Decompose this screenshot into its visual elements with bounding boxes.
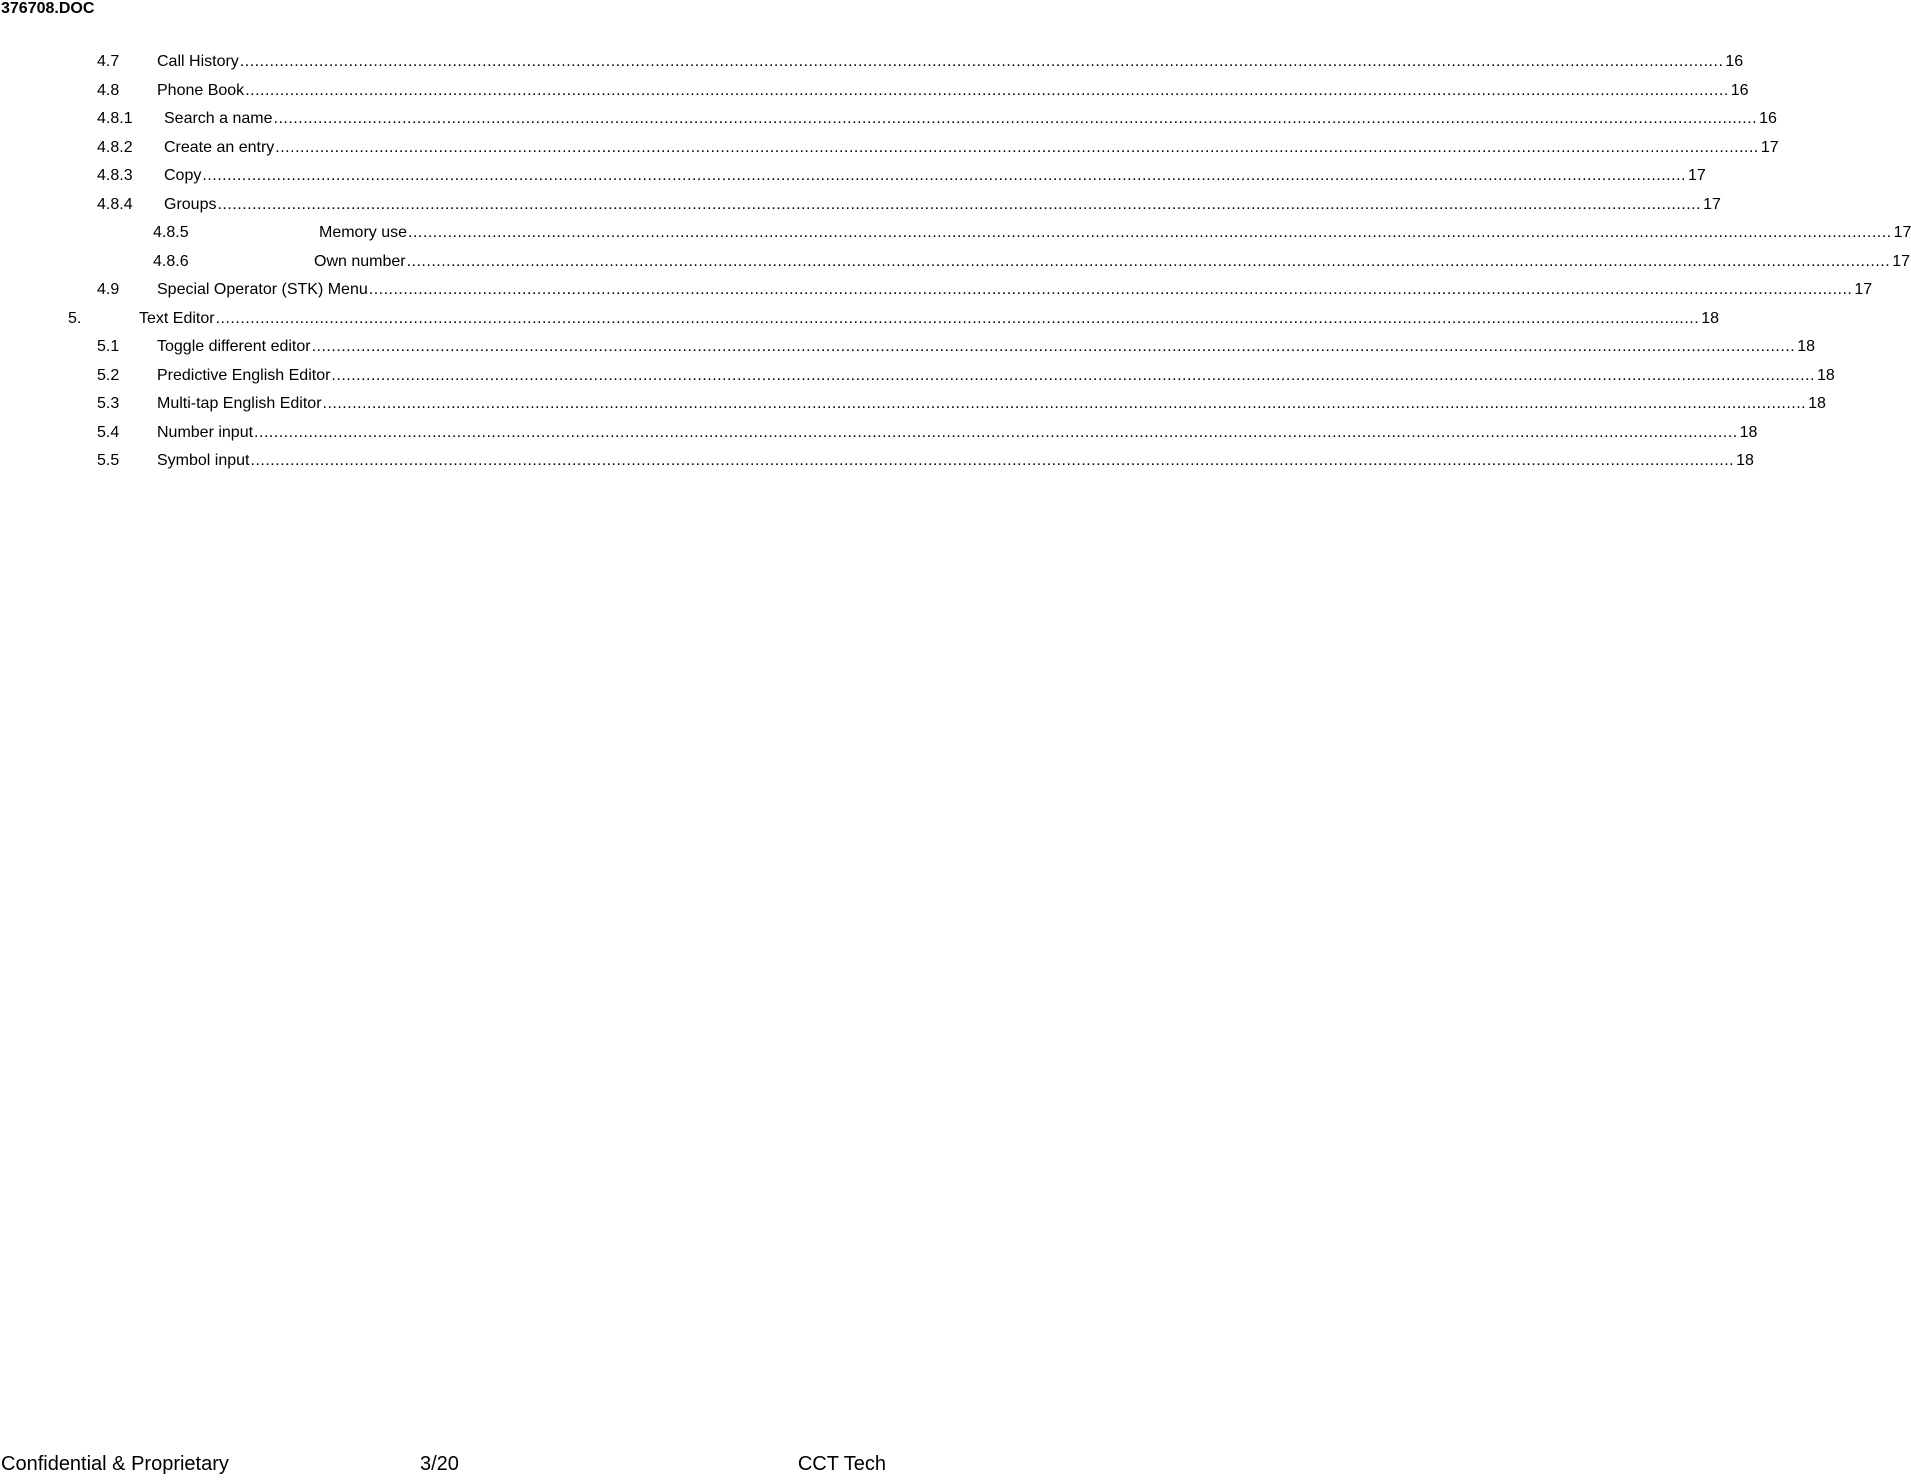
toc-entry[interactable]: [0, 195, 1721, 224]
dot-leader: ............................................................................................................................................................................................................................................................................................................: [273, 110, 1758, 127]
toc-page: 17: [1760, 138, 1779, 156]
toc-title: Copy: [164, 167, 202, 184]
dot-leader: ............................................................................................................................................................................................................................................................................................................: [217, 195, 1702, 213]
toc-page: 17: [1854, 281, 1873, 298]
toc-number: 5.: [68, 309, 82, 327]
toc-entry[interactable]: [0, 423, 1758, 452]
toc-entry[interactable]: [0, 138, 1779, 167]
toc-title: Search a name: [164, 110, 273, 127]
dot-leader: ............................................................................................................................................................................................................................................................................................................: [408, 224, 1892, 241]
toc-entry[interactable]: [0, 52, 1744, 81]
toc-number: 5.5: [97, 452, 120, 469]
toc-page: 18: [1739, 423, 1758, 441]
toc-page: 17: [1703, 195, 1721, 213]
toc-entry[interactable]: [0, 366, 1835, 395]
toc-entry[interactable]: [0, 280, 1873, 309]
toc-number: 5.1: [97, 338, 120, 355]
toc-title: Create an entry: [164, 138, 275, 156]
toc-entry[interactable]: [0, 252, 1910, 281]
toc-page: 18: [1701, 309, 1719, 327]
toc-page: 16: [1759, 110, 1777, 127]
toc-title: Groups: [164, 195, 217, 213]
toc-title: Phone Book: [157, 81, 245, 99]
dot-leader: ............................................................................................................................................................................................................................................................................................................: [254, 423, 1738, 441]
toc-title: Own number: [314, 252, 406, 270]
table-of-contents: [0, 52, 1911, 480]
toc-title: Special Operator (STK) Menu: [157, 281, 368, 298]
toc-entry[interactable]: [0, 337, 1815, 366]
toc-number: 5.2: [97, 366, 120, 384]
page-footer: [0, 1452, 888, 1480]
dot-leader: ............................................................................................................................................................................................................................................................................................................: [202, 167, 1686, 184]
dot-leader: ............................................................................................................................................................................................................................................................................................................: [275, 138, 1759, 156]
toc-title: Toggle different editor: [157, 338, 311, 355]
toc-page: 17: [1893, 224, 1911, 241]
toc-page: 18: [1817, 366, 1835, 384]
toc-title: Memory use: [319, 224, 408, 241]
toc-page: 17: [1892, 252, 1910, 270]
dot-leader: ............................................................................................................................................................................................................................................................................................................: [239, 53, 1724, 70]
toc-number: 4.7: [97, 53, 120, 70]
toc-entry[interactable]: [0, 223, 1911, 252]
toc-title: Text Editor: [139, 309, 215, 327]
toc-page: 18: [1808, 395, 1826, 412]
document-id: 376708.DOC: [1, 0, 95, 17]
toc-page: 16: [1725, 53, 1744, 70]
toc-title: Symbol input: [157, 452, 250, 469]
dot-leader: ............................................................................................................................................................................................................................................................................................................: [322, 395, 1807, 412]
dot-leader: ............................................................................................................................................................................................................................................................................................................: [245, 81, 1729, 99]
toc-entry[interactable]: [0, 109, 1777, 138]
toc-number: 4.8.4: [97, 195, 133, 213]
toc-entry[interactable]: [0, 394, 1826, 423]
toc-entry[interactable]: [0, 166, 1706, 195]
toc-entry[interactable]: [0, 451, 1754, 480]
dot-leader: ............................................................................................................................................................................................................................................................................................................: [311, 338, 1796, 355]
footer-company: CCT Tech: [797, 1453, 886, 1475]
footer-confidentiality: Confidential & Proprietary: [1, 1453, 229, 1475]
toc-number: 4.8.2: [97, 138, 133, 156]
toc-page: 18: [1736, 452, 1754, 469]
toc-title: Predictive English Editor: [157, 366, 331, 384]
dot-leader: ............................................................................................................................................................................................................................................................................................................: [406, 252, 1891, 270]
footer-page-number: 3/20: [420, 1453, 459, 1475]
toc-entry[interactable]: [0, 309, 1719, 338]
toc-number: 4.8.1: [97, 110, 133, 127]
toc-page: 18: [1797, 338, 1815, 355]
toc-page: 17: [1687, 167, 1706, 184]
dot-leader: ............................................................................................................................................................................................................................................................................................................: [331, 366, 1816, 384]
toc-number: 4.8: [97, 81, 120, 99]
toc-number: 4.8.5: [153, 224, 189, 241]
toc-title: Multi-tap English Editor: [157, 395, 322, 412]
toc-number: 4.8.6: [153, 252, 189, 270]
toc-number: 5.3: [97, 395, 120, 412]
toc-title: Call History: [157, 53, 239, 70]
toc-page: 16: [1730, 81, 1749, 99]
toc-title: Number input: [157, 423, 254, 441]
dot-leader: ............................................................................................................................................................................................................................................................................................................: [368, 281, 1853, 298]
toc-entry[interactable]: [0, 81, 1749, 110]
toc-number: 4.8.3: [97, 167, 133, 184]
dot-leader: ............................................................................................................................................................................................................................................................................................................: [215, 309, 1700, 327]
dot-leader: ............................................................................................................................................................................................................................................................................................................: [250, 452, 1735, 469]
toc-number: 5.4: [97, 423, 120, 441]
toc-number: 4.9: [97, 281, 120, 298]
